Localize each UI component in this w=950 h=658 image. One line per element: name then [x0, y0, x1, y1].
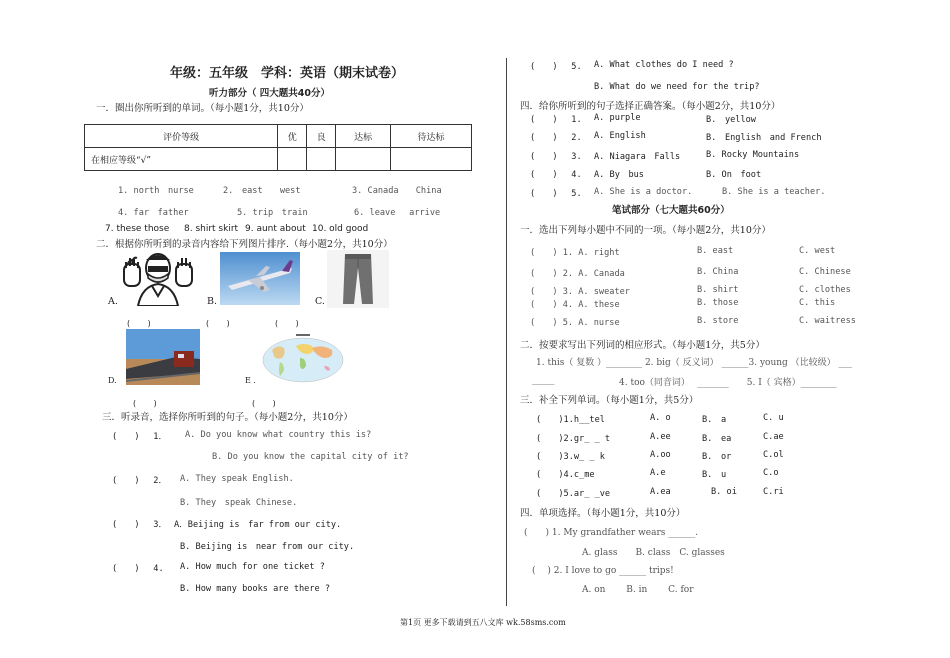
- rating-cell: 待达标: [391, 125, 472, 148]
- q1-item: 2. east west: [223, 186, 301, 196]
- airplane-picture: [220, 252, 300, 305]
- picture-label: B.: [207, 296, 218, 307]
- q4-option: B. Rocky Mountains: [706, 150, 800, 160]
- q1-item: 6. leave arrive: [354, 208, 441, 218]
- answer-bracket[interactable]: ( ): [205, 319, 231, 328]
- rating-cell: 良: [307, 125, 336, 148]
- w4-options: A. on B. in C. for: [582, 585, 694, 595]
- w3-option: A.e: [650, 468, 666, 478]
- q4-option: A. English: [594, 131, 646, 141]
- listening-part-heading: 听力部分（ 四大题共40分）: [209, 88, 331, 99]
- q3-option: A. How much for one ticket ?: [180, 562, 325, 572]
- w3-item[interactable]: ( )4.c_me: [536, 470, 595, 480]
- w3-option: C.o: [763, 468, 779, 478]
- q1-item: 9. aunt about: [245, 224, 306, 234]
- w3-option: B. oi: [711, 487, 737, 497]
- w4-question: ( ) 2. I love to go ______ trips!: [532, 566, 674, 576]
- q3-option: B. Do you know the capital city of it?: [212, 452, 409, 462]
- picture-label: C.: [315, 296, 325, 307]
- w1-option: C. waitress: [799, 316, 856, 326]
- q3-option: A. Do you know what country this is?: [185, 430, 372, 440]
- w3-item[interactable]: ( )1.h__tel: [536, 415, 605, 425]
- column-divider: [506, 58, 507, 606]
- w1-option: B. shirt: [697, 285, 739, 295]
- q4-option: B. She is a teacher.: [722, 187, 826, 197]
- train-picture: [126, 329, 200, 385]
- picture-label: D.: [108, 376, 117, 385]
- q1-item: 1. north nurse: [118, 186, 194, 196]
- doctor-picture: [122, 250, 194, 306]
- q4-number[interactable]: ( ) 2.: [530, 133, 582, 143]
- answer-bracket[interactable]: ( ): [126, 319, 152, 328]
- w1-option: C. Chinese: [799, 267, 851, 277]
- q4-number[interactable]: ( ) 3.: [530, 152, 582, 162]
- rating-checkbox[interactable]: [336, 148, 391, 171]
- q3-number[interactable]: ( ) 4.: [112, 564, 164, 574]
- w1-option: B. those: [697, 298, 739, 308]
- w3-option: B. ea: [702, 434, 732, 444]
- w1-item: ( ) 2. A. Canada: [530, 269, 625, 279]
- rating-cell: 达标: [336, 125, 391, 148]
- w3-heading: 三．补全下列单词。（每小题1分，共5分）: [520, 395, 699, 406]
- rating-cell: 优: [278, 125, 307, 148]
- q3-option: B. How many books are there ?: [180, 584, 331, 594]
- q3-number[interactable]: ( ) 2．: [112, 476, 168, 486]
- q4-option: A. She is a doctor.: [594, 187, 693, 197]
- w4-heading: 四．单项选择。（每小题1分，共10分）: [520, 508, 686, 519]
- q1-item: 8. shirt skirt: [184, 224, 239, 234]
- rating-table: [84, 124, 472, 171]
- q1-item: 4. far father: [118, 208, 189, 218]
- q4-heading: 四．给你所听到的句子选择正确答案。（每小题2分，共10分）: [520, 101, 781, 112]
- w3-option: C. u: [763, 413, 784, 423]
- w1-option: C. west: [799, 246, 836, 256]
- q1-item: 3. Canada China: [352, 186, 442, 196]
- picture-label: A.: [108, 296, 118, 307]
- w4-options: A. glass B. class C. glasses: [582, 548, 725, 558]
- w3-option: A.ea: [650, 487, 671, 497]
- rating-cell: 评价等级: [85, 125, 278, 148]
- q4-option: A. By bus: [594, 170, 644, 180]
- trousers-picture: [327, 250, 389, 308]
- w1-option: B. China: [697, 267, 739, 277]
- w1-heading: 一．选出下列每小题中不同的一项。（每小题2分，共10分）: [520, 225, 771, 236]
- q3-option: B. They speak Chinese.: [180, 498, 298, 508]
- w2-line: 4. too（同音词） _______ 5. I（ 宾格）________: [619, 378, 837, 388]
- w3-option: C.ol: [763, 450, 784, 460]
- answer-bracket[interactable]: ( ): [251, 399, 277, 408]
- w1-item: ( ) 4. A. these: [530, 300, 620, 310]
- q1-heading: 一．圈出你所听到的单词。（每小题1分，共10分）: [96, 103, 309, 114]
- q1-item: 7. these those: [105, 224, 170, 234]
- answer-bracket[interactable]: ( ): [274, 319, 300, 328]
- q4-option: B. English and French: [706, 133, 822, 143]
- rating-row-label: 在相应等级“√”: [85, 148, 278, 171]
- picture-label: E .: [245, 376, 256, 385]
- page-footer: 第1页 更多下载请到五八文库 wk.58sms.com: [400, 618, 566, 627]
- q3-number[interactable]: ( ) 1．: [112, 432, 168, 442]
- q1-item: 10. old good: [312, 224, 369, 234]
- q3-option: B. What do we need for the trip?: [594, 82, 760, 92]
- w3-option: A.oo: [650, 450, 671, 460]
- q4-number[interactable]: ( ) 1.: [530, 115, 582, 125]
- q3-number[interactable]: ( ) 5.: [530, 62, 582, 72]
- w4-question: ( ) 1. My grandfather wears ______.: [524, 528, 699, 538]
- q3-option: B. Beijing is near from our city.: [180, 542, 355, 552]
- w1-option: B. store: [697, 316, 739, 326]
- w3-option: B. a: [702, 415, 727, 425]
- q2-heading: 二．根据你所听到的录音内容给下列图片排序.（每小题2分，共10分）: [96, 239, 393, 250]
- q4-number[interactable]: ( ) 4.: [530, 170, 582, 180]
- w3-option: A. o: [650, 413, 671, 423]
- w3-item[interactable]: ( )3.w_ _ k: [536, 452, 605, 462]
- q4-option: B. yellow: [706, 115, 756, 125]
- written-part-heading: 笔试部分（七大题共60分）: [612, 205, 730, 216]
- w1-item: ( ) 3. A. sweater: [530, 287, 630, 297]
- q4-option: B. On foot: [706, 170, 762, 180]
- w3-option: B. or: [702, 452, 732, 462]
- q3-option: A. They speak English.: [180, 474, 294, 484]
- w3-item[interactable]: ( )5.ar_ _ve: [536, 489, 611, 499]
- w3-option: A.ee: [650, 432, 671, 442]
- w1-option: B. east: [697, 246, 734, 256]
- rating-checkbox[interactable]: [307, 148, 336, 171]
- w1-option: C. clothes: [799, 285, 851, 295]
- q3-heading: 三．听录音，选择你所听到的句子。（每小题2分，共10分）: [102, 412, 353, 423]
- w3-option: B. u: [702, 470, 727, 480]
- answer-bracket[interactable]: ( ): [132, 399, 158, 408]
- q1-item: 5. trip train: [237, 208, 308, 218]
- w1-item: ( ) 5. A. nurse: [530, 318, 620, 328]
- w3-option: C.ae: [763, 432, 784, 442]
- page-title: 年级：五年级 学科：英语（期末试卷）: [170, 66, 405, 81]
- q3-option: A．Beijing is far from our city.: [174, 520, 342, 530]
- rating-checkbox[interactable]: [391, 148, 472, 171]
- w1-option: C. this: [799, 298, 836, 308]
- w3-item[interactable]: ( )2.gr_ _ t: [536, 434, 611, 444]
- world-map-picture: [262, 332, 344, 384]
- q4-option: A. Niagara Falls: [594, 152, 681, 162]
- w2-line: 1. this（ 复数 ）________ 2. big（ 反义词） ______3. young （比较级） ___: [536, 358, 853, 368]
- w2-line: _____: [532, 375, 555, 385]
- w1-item: ( ) 1. A. right: [530, 248, 620, 258]
- rating-checkbox[interactable]: [278, 148, 307, 171]
- q4-number[interactable]: ( ) 5.: [530, 189, 582, 199]
- q3-option: A. What clothes do I need ?: [594, 60, 734, 70]
- q3-number[interactable]: ( ) 3．: [112, 520, 168, 530]
- q4-option: A. purple: [594, 113, 641, 123]
- w3-option: C.ri: [763, 487, 784, 497]
- w2-heading: 二．按要求写出下列词的相应形式。（每小题1分，共5分）: [520, 340, 765, 351]
